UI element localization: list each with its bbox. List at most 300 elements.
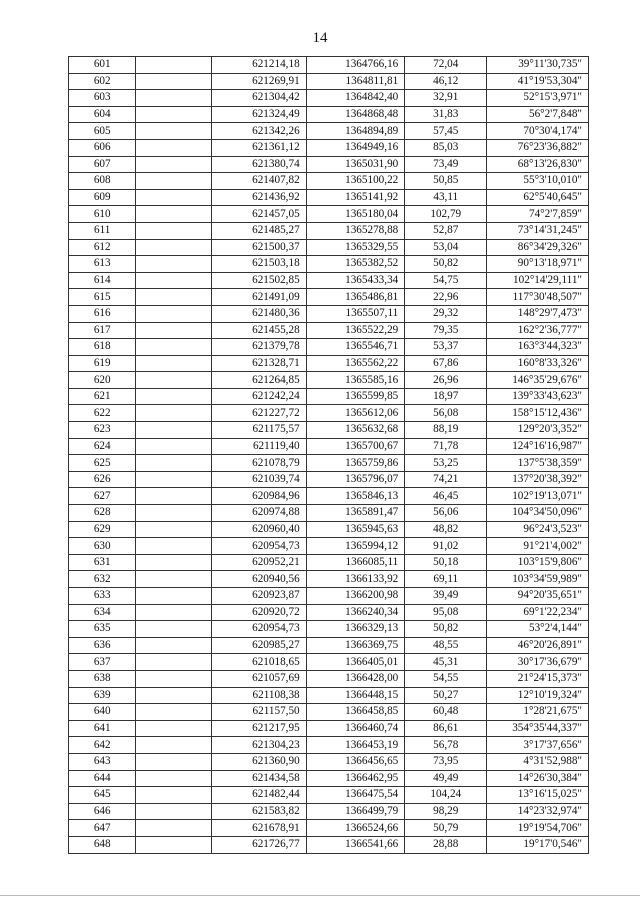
- bearing-cell: 21°24'15,373": [487, 670, 589, 687]
- point-number-cell: 642: [69, 737, 136, 754]
- point-number-cell: 607: [69, 156, 136, 173]
- distance-cell: 91,02: [405, 538, 487, 555]
- y-coordinate-cell: 1366085,11: [306, 554, 405, 571]
- y-coordinate-cell: 1365486,81: [306, 289, 405, 306]
- x-coordinate-cell: 621227,72: [212, 405, 306, 422]
- empty-cell: [136, 388, 212, 405]
- empty-cell: [136, 803, 212, 820]
- coordinates-table-body: [69, 57, 589, 854]
- distance-cell: 69,11: [405, 571, 487, 588]
- table-row: [69, 339, 589, 356]
- table-row: [69, 206, 589, 223]
- table-row: [69, 554, 589, 571]
- empty-cell: [136, 239, 212, 256]
- x-coordinate-cell: 621119,40: [212, 438, 306, 455]
- y-coordinate-cell: 1365796,07: [306, 471, 405, 488]
- empty-cell: [136, 57, 212, 74]
- y-coordinate-cell: 1366453,19: [306, 737, 405, 754]
- y-coordinate-cell: 1366200,98: [306, 588, 405, 605]
- distance-cell: 60,48: [405, 704, 487, 721]
- y-coordinate-cell: 1365599,85: [306, 388, 405, 405]
- empty-cell: [136, 654, 212, 671]
- table-row: [69, 388, 589, 405]
- bearing-cell: 19°17'0,546": [487, 836, 589, 853]
- distance-cell: 53,25: [405, 455, 487, 472]
- empty-cell: [136, 753, 212, 770]
- empty-cell: [136, 222, 212, 239]
- x-coordinate-cell: 621482,44: [212, 787, 306, 804]
- table-row: [69, 173, 589, 190]
- y-coordinate-cell: 1365891,47: [306, 505, 405, 522]
- y-coordinate-cell: 1365994,12: [306, 538, 405, 555]
- table-row: [69, 720, 589, 737]
- point-number-cell: 648: [69, 836, 136, 853]
- y-coordinate-cell: 1365031,90: [306, 156, 405, 173]
- bearing-cell: 46°20'26,891": [487, 637, 589, 654]
- empty-cell: [136, 256, 212, 273]
- bearing-cell: 56°2'7,848": [487, 106, 589, 123]
- table-row: [69, 90, 589, 107]
- distance-cell: 85,03: [405, 139, 487, 156]
- y-coordinate-cell: 1364842,40: [306, 90, 405, 107]
- distance-cell: 26,96: [405, 372, 487, 389]
- table-row: [69, 239, 589, 256]
- x-coordinate-cell: 621436,92: [212, 189, 306, 206]
- table-row: [69, 836, 589, 853]
- bearing-cell: 94°20'35,651": [487, 588, 589, 605]
- x-coordinate-cell: 621407,82: [212, 173, 306, 190]
- point-number-cell: 605: [69, 123, 136, 140]
- bearing-cell: 12°10'19,324": [487, 687, 589, 704]
- empty-cell: [136, 588, 212, 605]
- table-row: [69, 455, 589, 472]
- distance-cell: 50,79: [405, 820, 487, 837]
- empty-cell: [136, 670, 212, 687]
- x-coordinate-cell: 620923,87: [212, 588, 306, 605]
- table-row: [69, 770, 589, 787]
- empty-cell: [136, 737, 212, 754]
- empty-cell: [136, 322, 212, 339]
- table-row: [69, 156, 589, 173]
- table-row: [69, 106, 589, 123]
- y-coordinate-cell: 1365141,92: [306, 189, 405, 206]
- empty-cell: [136, 704, 212, 721]
- point-number-cell: 620: [69, 372, 136, 389]
- x-coordinate-cell: 621379,78: [212, 339, 306, 356]
- y-coordinate-cell: 1365507,11: [306, 305, 405, 322]
- bearing-cell: 76°23'36,882": [487, 139, 589, 156]
- table-row: [69, 123, 589, 140]
- distance-cell: 50,82: [405, 256, 487, 273]
- empty-cell: [136, 123, 212, 140]
- bearing-cell: 13°16'15,025": [487, 787, 589, 804]
- distance-cell: 32,91: [405, 90, 487, 107]
- table-row: [69, 654, 589, 671]
- point-number-cell: 615: [69, 289, 136, 306]
- empty-cell: [136, 422, 212, 439]
- point-number-cell: 641: [69, 720, 136, 737]
- y-coordinate-cell: 1366133,92: [306, 571, 405, 588]
- bearing-cell: 86°34'29,326": [487, 239, 589, 256]
- x-coordinate-cell: 621324,49: [212, 106, 306, 123]
- table-row: [69, 139, 589, 156]
- table-row: [69, 787, 589, 804]
- point-number-cell: 626: [69, 471, 136, 488]
- y-coordinate-cell: 1366448,15: [306, 687, 405, 704]
- table-row: [69, 272, 589, 289]
- bearing-cell: 104°34'50,096": [487, 505, 589, 522]
- table-row: [69, 588, 589, 605]
- distance-cell: 53,37: [405, 339, 487, 356]
- empty-cell: [136, 438, 212, 455]
- bottom-rule: [0, 895, 640, 896]
- table-row: [69, 222, 589, 239]
- bearing-cell: 39°11'30,735": [487, 57, 589, 74]
- bearing-cell: 124°16'16,987": [487, 438, 589, 455]
- point-number-cell: 609: [69, 189, 136, 206]
- bearing-cell: 129°20'3,352": [487, 422, 589, 439]
- x-coordinate-cell: 621264,85: [212, 372, 306, 389]
- distance-cell: 18,97: [405, 388, 487, 405]
- distance-cell: 72,04: [405, 57, 487, 74]
- point-number-cell: 643: [69, 753, 136, 770]
- bearing-cell: 41°19'53,304": [487, 73, 589, 90]
- empty-cell: [136, 637, 212, 654]
- y-coordinate-cell: 1365180,04: [306, 206, 405, 223]
- table-row: [69, 305, 589, 322]
- point-number-cell: 611: [69, 222, 136, 239]
- bearing-cell: 137°5'38,359": [487, 455, 589, 472]
- bearing-cell: 14°26'30,384": [487, 770, 589, 787]
- bearing-cell: 139°33'43,623": [487, 388, 589, 405]
- empty-cell: [136, 604, 212, 621]
- table-row: [69, 422, 589, 439]
- x-coordinate-cell: 621583,82: [212, 803, 306, 820]
- x-coordinate-cell: 621269,91: [212, 73, 306, 90]
- y-coordinate-cell: 1366428,00: [306, 670, 405, 687]
- x-coordinate-cell: 621108,38: [212, 687, 306, 704]
- point-number-cell: 624: [69, 438, 136, 455]
- table-row: [69, 289, 589, 306]
- distance-cell: 50,82: [405, 621, 487, 638]
- table-row: [69, 438, 589, 455]
- empty-cell: [136, 488, 212, 505]
- point-number-cell: 612: [69, 239, 136, 256]
- y-coordinate-cell: 1366329,13: [306, 621, 405, 638]
- bearing-cell: 102°14'29,111": [487, 272, 589, 289]
- bearing-cell: 163°3'44,323": [487, 339, 589, 356]
- bearing-cell: 53°2'4,144": [487, 621, 589, 638]
- y-coordinate-cell: 1366405,01: [306, 654, 405, 671]
- x-coordinate-cell: 621057,69: [212, 670, 306, 687]
- y-coordinate-cell: 1366524,66: [306, 820, 405, 837]
- y-coordinate-cell: 1364894,89: [306, 123, 405, 140]
- distance-cell: 56,08: [405, 405, 487, 422]
- y-coordinate-cell: 1364949,16: [306, 139, 405, 156]
- bearing-cell: 354°35'44,337": [487, 720, 589, 737]
- point-number-cell: 631: [69, 554, 136, 571]
- empty-cell: [136, 787, 212, 804]
- point-number-cell: 618: [69, 339, 136, 356]
- empty-cell: [136, 156, 212, 173]
- x-coordinate-cell: 621217,95: [212, 720, 306, 737]
- bearing-cell: 91°21'4,002": [487, 538, 589, 555]
- empty-cell: [136, 621, 212, 638]
- x-coordinate-cell: 621678,91: [212, 820, 306, 837]
- table-row: [69, 521, 589, 538]
- table-row: [69, 256, 589, 273]
- point-number-cell: 608: [69, 173, 136, 190]
- table-row: [69, 322, 589, 339]
- point-number-cell: 621: [69, 388, 136, 405]
- x-coordinate-cell: 621457,05: [212, 206, 306, 223]
- point-number-cell: 610: [69, 206, 136, 223]
- y-coordinate-cell: 1365433,34: [306, 272, 405, 289]
- y-coordinate-cell: 1365278,88: [306, 222, 405, 239]
- distance-cell: 56,78: [405, 737, 487, 754]
- bearing-cell: 103°34'59,989": [487, 571, 589, 588]
- distance-cell: 28,88: [405, 836, 487, 853]
- y-coordinate-cell: 1365846,13: [306, 488, 405, 505]
- bearing-cell: 70°30'4,174": [487, 123, 589, 140]
- y-coordinate-cell: 1365632,68: [306, 422, 405, 439]
- bearing-cell: 62°5'40,645": [487, 189, 589, 206]
- y-coordinate-cell: 1366240,34: [306, 604, 405, 621]
- bearing-cell: 73°14'31,245": [487, 222, 589, 239]
- bearing-cell: 117°30'48,507": [487, 289, 589, 306]
- y-coordinate-cell: 1365562,22: [306, 355, 405, 372]
- y-coordinate-cell: 1365546,71: [306, 339, 405, 356]
- table-row: [69, 737, 589, 754]
- point-number-cell: 601: [69, 57, 136, 74]
- point-number-cell: 627: [69, 488, 136, 505]
- bearing-cell: 69°1'22,234": [487, 604, 589, 621]
- table-row: [69, 355, 589, 372]
- x-coordinate-cell: 620940,56: [212, 571, 306, 588]
- x-coordinate-cell: 620954,73: [212, 538, 306, 555]
- point-number-cell: 633: [69, 588, 136, 605]
- distance-cell: 73,95: [405, 753, 487, 770]
- bearing-cell: 148°29'7,473": [487, 305, 589, 322]
- point-number-cell: 635: [69, 621, 136, 638]
- table-row: [69, 670, 589, 687]
- empty-cell: [136, 820, 212, 837]
- empty-cell: [136, 405, 212, 422]
- empty-cell: [136, 687, 212, 704]
- table-row: [69, 621, 589, 638]
- distance-cell: 71,78: [405, 438, 487, 455]
- point-number-cell: 638: [69, 670, 136, 687]
- empty-cell: [136, 355, 212, 372]
- bearing-cell: 74°2'7,859": [487, 206, 589, 223]
- point-number-cell: 647: [69, 820, 136, 837]
- table-row: [69, 488, 589, 505]
- table-row: [69, 820, 589, 837]
- empty-cell: [136, 106, 212, 123]
- x-coordinate-cell: 621328,71: [212, 355, 306, 372]
- table-row: [69, 471, 589, 488]
- distance-cell: 50,27: [405, 687, 487, 704]
- x-coordinate-cell: 621342,26: [212, 123, 306, 140]
- empty-cell: [136, 720, 212, 737]
- y-coordinate-cell: 1366499,79: [306, 803, 405, 820]
- y-coordinate-cell: 1364811,81: [306, 73, 405, 90]
- y-coordinate-cell: 1366462,95: [306, 770, 405, 787]
- empty-cell: [136, 770, 212, 787]
- empty-cell: [136, 455, 212, 472]
- x-coordinate-cell: 621242,24: [212, 388, 306, 405]
- empty-cell: [136, 73, 212, 90]
- x-coordinate-cell: 621304,23: [212, 737, 306, 754]
- distance-cell: 50,18: [405, 554, 487, 571]
- table-row: [69, 753, 589, 770]
- distance-cell: 48,55: [405, 637, 487, 654]
- x-coordinate-cell: 621360,90: [212, 753, 306, 770]
- empty-cell: [136, 289, 212, 306]
- x-coordinate-cell: 621304,42: [212, 90, 306, 107]
- empty-cell: [136, 372, 212, 389]
- bearing-cell: 30°17'36,679": [487, 654, 589, 671]
- page-number: 14: [312, 30, 328, 46]
- x-coordinate-cell: 621361,12: [212, 139, 306, 156]
- bearing-cell: 158°15'12,436": [487, 405, 589, 422]
- y-coordinate-cell: 1365522,29: [306, 322, 405, 339]
- point-number-cell: 645: [69, 787, 136, 804]
- x-coordinate-cell: 620952,21: [212, 554, 306, 571]
- point-number-cell: 632: [69, 571, 136, 588]
- distance-cell: 52,87: [405, 222, 487, 239]
- empty-cell: [136, 571, 212, 588]
- distance-cell: 56,06: [405, 505, 487, 522]
- point-number-cell: 603: [69, 90, 136, 107]
- y-coordinate-cell: 1366369,75: [306, 637, 405, 654]
- distance-cell: 46,45: [405, 488, 487, 505]
- bearing-cell: 3°17'37,656": [487, 737, 589, 754]
- empty-cell: [136, 521, 212, 538]
- table-row: [69, 538, 589, 555]
- bearing-cell: 68°13'26,830": [487, 156, 589, 173]
- point-number-cell: 616: [69, 305, 136, 322]
- empty-cell: [136, 272, 212, 289]
- distance-cell: 67,86: [405, 355, 487, 372]
- y-coordinate-cell: 1365585,16: [306, 372, 405, 389]
- x-coordinate-cell: 621726,77: [212, 836, 306, 853]
- x-coordinate-cell: 621485,27: [212, 222, 306, 239]
- x-coordinate-cell: 621018,65: [212, 654, 306, 671]
- bearing-cell: 90°13'18,971": [487, 256, 589, 273]
- distance-cell: 31,83: [405, 106, 487, 123]
- x-coordinate-cell: 621434,58: [212, 770, 306, 787]
- distance-cell: 39,49: [405, 588, 487, 605]
- distance-cell: 53,04: [405, 239, 487, 256]
- x-coordinate-cell: 621380,74: [212, 156, 306, 173]
- x-coordinate-cell: 620960,40: [212, 521, 306, 538]
- empty-cell: [136, 505, 212, 522]
- distance-cell: 54,75: [405, 272, 487, 289]
- empty-cell: [136, 471, 212, 488]
- point-number-cell: 604: [69, 106, 136, 123]
- x-coordinate-cell: 621157,50: [212, 704, 306, 721]
- coordinates-table: [68, 56, 589, 854]
- y-coordinate-cell: 1365612,06: [306, 405, 405, 422]
- point-number-cell: 637: [69, 654, 136, 671]
- x-coordinate-cell: 621500,37: [212, 239, 306, 256]
- bearing-cell: 160°8'33,326": [487, 355, 589, 372]
- distance-cell: 49,49: [405, 770, 487, 787]
- distance-cell: 95,08: [405, 604, 487, 621]
- y-coordinate-cell: 1366475,54: [306, 787, 405, 804]
- y-coordinate-cell: 1365759,86: [306, 455, 405, 472]
- distance-cell: 102,79: [405, 206, 487, 223]
- y-coordinate-cell: 1364766,16: [306, 57, 405, 74]
- distance-cell: 48,82: [405, 521, 487, 538]
- y-coordinate-cell: 1365329,55: [306, 239, 405, 256]
- empty-cell: [136, 339, 212, 356]
- x-coordinate-cell: 621455,28: [212, 322, 306, 339]
- distance-cell: 50,85: [405, 173, 487, 190]
- distance-cell: 29,32: [405, 305, 487, 322]
- x-coordinate-cell: 621214,18: [212, 57, 306, 74]
- distance-cell: 57,45: [405, 123, 487, 140]
- x-coordinate-cell: 620985,27: [212, 637, 306, 654]
- distance-cell: 104,24: [405, 787, 487, 804]
- y-coordinate-cell: 1366460,74: [306, 720, 405, 737]
- x-coordinate-cell: 621502,85: [212, 272, 306, 289]
- table-row: [69, 57, 589, 74]
- point-number-cell: 646: [69, 803, 136, 820]
- point-number-cell: 644: [69, 770, 136, 787]
- empty-cell: [136, 173, 212, 190]
- bearing-cell: 52°15'3,971": [487, 90, 589, 107]
- x-coordinate-cell: 621175,57: [212, 422, 306, 439]
- y-coordinate-cell: 1364868,48: [306, 106, 405, 123]
- point-number-cell: 614: [69, 272, 136, 289]
- x-coordinate-cell: 621480,36: [212, 305, 306, 322]
- y-coordinate-cell: 1365100,22: [306, 173, 405, 190]
- x-coordinate-cell: 620954,73: [212, 621, 306, 638]
- empty-cell: [136, 90, 212, 107]
- x-coordinate-cell: 621491,09: [212, 289, 306, 306]
- point-number-cell: 636: [69, 637, 136, 654]
- distance-cell: 86,61: [405, 720, 487, 737]
- empty-cell: [136, 538, 212, 555]
- distance-cell: 73,49: [405, 156, 487, 173]
- bearing-cell: 14°23'32,974": [487, 803, 589, 820]
- point-number-cell: 639: [69, 687, 136, 704]
- point-number-cell: 617: [69, 322, 136, 339]
- distance-cell: 45,31: [405, 654, 487, 671]
- x-coordinate-cell: 620920,72: [212, 604, 306, 621]
- y-coordinate-cell: 1366458,85: [306, 704, 405, 721]
- bearing-cell: 1°28'21,675": [487, 704, 589, 721]
- distance-cell: 74,21: [405, 471, 487, 488]
- distance-cell: 54,55: [405, 670, 487, 687]
- bearing-cell: 162°2'36,777": [487, 322, 589, 339]
- y-coordinate-cell: 1366541,66: [306, 836, 405, 853]
- distance-cell: 46,12: [405, 73, 487, 90]
- empty-cell: [136, 139, 212, 156]
- bearing-cell: 55°3'10,010": [487, 173, 589, 190]
- distance-cell: 79,35: [405, 322, 487, 339]
- y-coordinate-cell: 1366456,65: [306, 753, 405, 770]
- point-number-cell: 634: [69, 604, 136, 621]
- table-row: [69, 604, 589, 621]
- table-row: [69, 505, 589, 522]
- point-number-cell: 630: [69, 538, 136, 555]
- empty-cell: [136, 305, 212, 322]
- bearing-cell: 137°20'38,392": [487, 471, 589, 488]
- bearing-cell: 19°19'54,706": [487, 820, 589, 837]
